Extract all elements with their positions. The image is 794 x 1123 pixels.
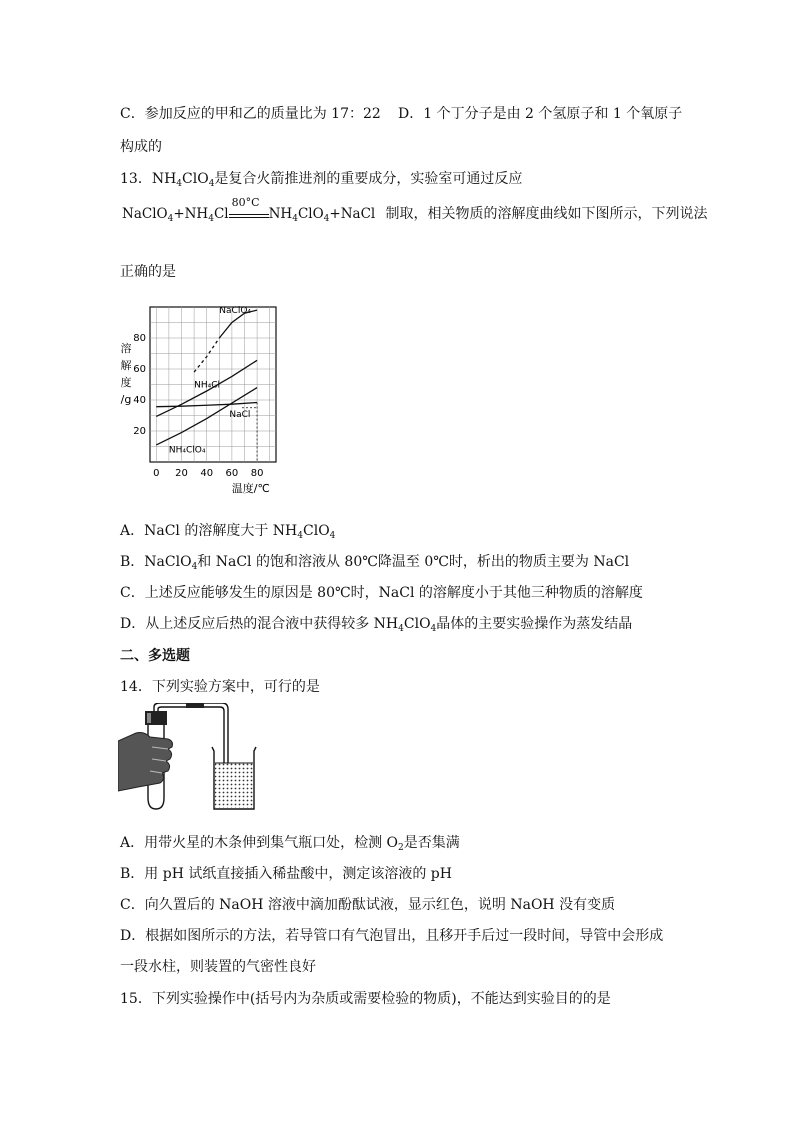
y-axis-label-char: 解 xyxy=(120,359,132,372)
q13-option-c: C．上述反应能够发生的原因是 80℃时，NaCl 的溶解度小于其他三种物质的溶解度 xyxy=(120,585,643,601)
q12-option-d-cont: 构成的 xyxy=(120,139,162,155)
q13-stem-cont: 正确的是 xyxy=(120,264,176,280)
q14-stem: 14．下列实验方案中，可行的是 xyxy=(120,679,320,695)
q13-reaction-equation: $NaClO_4+NH_4Cl$ 80°C $NH_4ClO_4+NaCl$ 制取，相关物质的溶解度曲线如下图所示，下列说法 xyxy=(122,195,708,224)
series-label-nh4clo4: NH₄ClO₄ xyxy=(168,445,206,456)
section-title-multiple-choice: 二、多选题 xyxy=(120,648,190,664)
series-label-nh4cl: NH₄Cl xyxy=(194,380,221,391)
beaker-icon xyxy=(212,747,256,809)
x-tick-label: 20 xyxy=(175,468,188,479)
q14-option-b: B．用 pH 试纸直接插入稀盐酸中，测定该溶液的 pH xyxy=(120,866,452,882)
q12-option-c: C．参加反应的甲和乙的质量比为 17：22 xyxy=(120,106,381,122)
q14-option-d: D．根据如图所示的方法，若导管口有气泡冒出，且移开手后过一段时间，导管中会形成 xyxy=(120,928,664,944)
series-label-naclo4: NaClO₄ xyxy=(219,306,252,317)
q13-stem: 13．$NH_4ClO_4$是复合火箭推进剂的重要成分，实验室可通过反应 xyxy=(120,171,523,189)
q12-option-d: D．1 个丁分子是由 2 个氢原子和 1 个氧原子 xyxy=(398,106,683,122)
airtightness-apparatus-illustration xyxy=(118,703,268,818)
x-tick-label: 60 xyxy=(225,468,239,479)
x-tick-label: 80 xyxy=(250,468,264,479)
q13-option-a: A．NaCl 的溶解度大于 $NH_4ClO_4$ xyxy=(120,523,336,541)
y-axis-label-char: 度 xyxy=(120,376,132,389)
q15-stem: 15．下列实验操作中(括号内为杂质或需要检验的物质)，不能达到实验目的的是 xyxy=(120,991,611,1007)
series-label-nacl: NaCl xyxy=(229,410,251,421)
solubility-chart xyxy=(118,292,288,502)
q14-option-c: C．向久置后的 NaOH 溶液中滴加酚酞试液，显示红色，说明 NaOH 没有变质 xyxy=(120,897,616,913)
y-tick-label: 20 xyxy=(133,426,146,437)
q14-option-d-cont: 一段水柱，则装置的气密性良好 xyxy=(120,959,316,975)
x-tick-label: 40 xyxy=(200,468,214,479)
y-tick-label: 40 xyxy=(133,395,146,406)
y-axis-label-char: /g xyxy=(120,393,132,406)
y-tick-label: 60 xyxy=(133,364,146,375)
q13-option-d: D．从上述反应后热的混合液中获得较多 $NH_4ClO_4$晶体的主要实验操作为蒸发结晶 xyxy=(120,616,633,634)
x-axis-label: 温度/℃ xyxy=(231,482,270,495)
y-tick-label: 80 xyxy=(133,333,146,344)
q13-option-b: B．NaClO$_4$和 NaCl 的饱和溶液从 80℃降温至 0℃时，析出的物质主要为 NaCl xyxy=(120,554,630,572)
y-axis-label-char: 溶 xyxy=(120,342,132,355)
reaction-arrow: 80°C xyxy=(229,208,269,222)
x-tick-label: 0 xyxy=(153,468,160,479)
q14-option-a: A．用带火星的木条伸到集气瓶口处，检测 $O_2$是否集满 xyxy=(120,835,460,853)
